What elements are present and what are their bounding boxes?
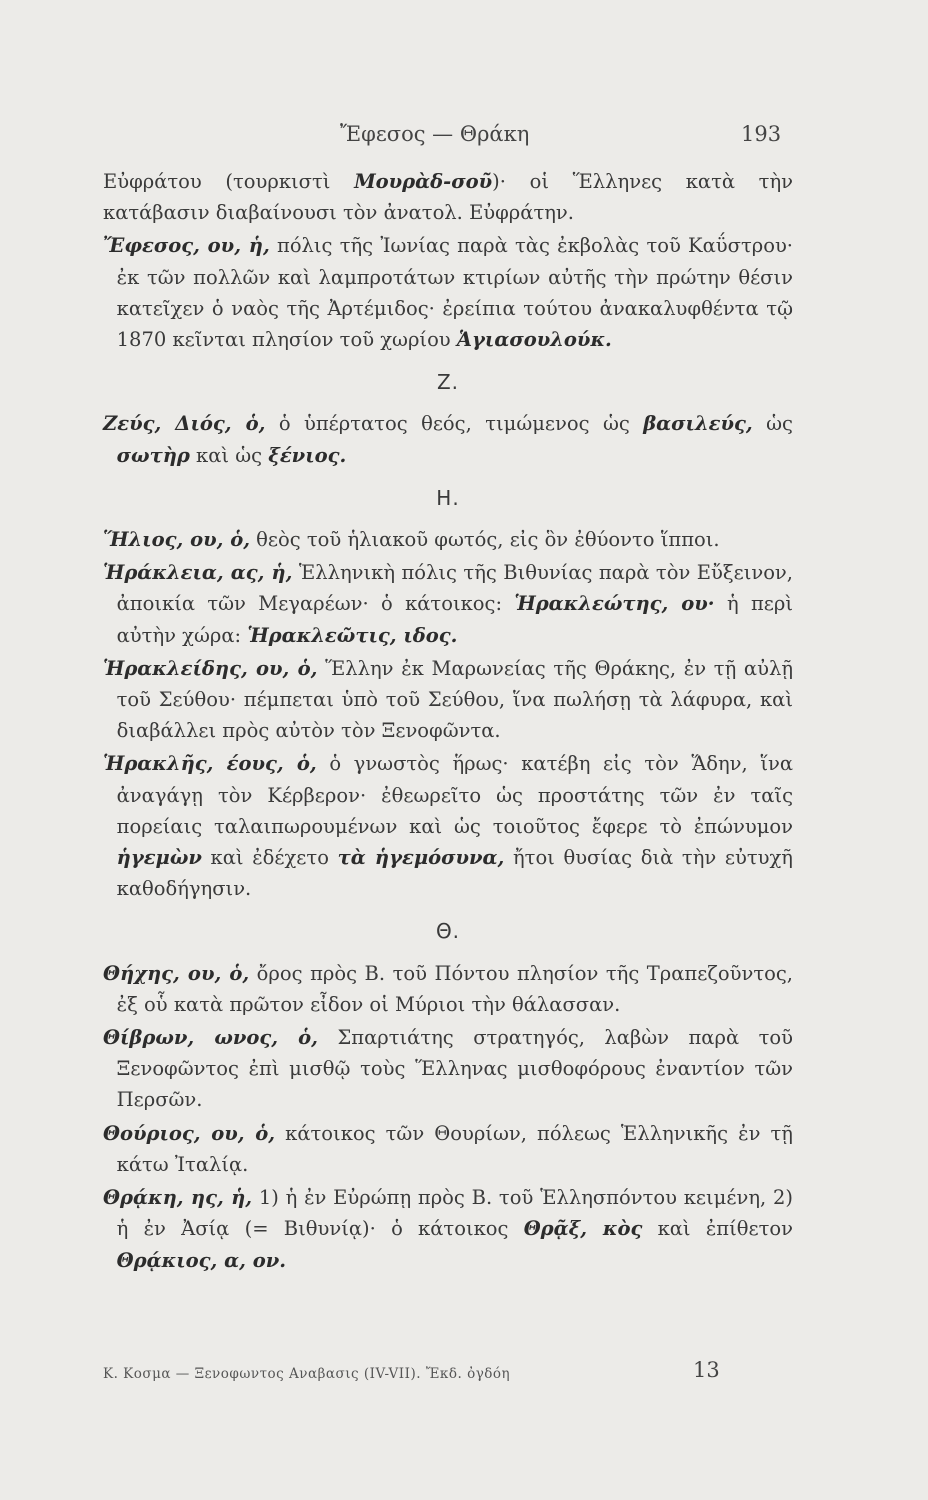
dictionary-entry — [103, 524, 793, 555]
entry-lemma: Ἔφεσος, ου, ἡ, — [103, 234, 270, 258]
emphasized-term: Ἁγιασουλούκ. — [456, 328, 612, 352]
dictionary-entry — [103, 748, 793, 904]
entry-text: Ἑλληνικὴ πόλις τῆς Βιθυνίας παρὰ τὸν Εὔξεινον, ἀποικία τῶν Μεγαρέων· ὁ κάτοικος: — [116, 561, 793, 616]
dictionary-entry — [103, 166, 793, 228]
entry-text: ἡ περὶ αὐτὴν χώρα: — [116, 592, 793, 647]
dictionary-entry — [103, 1022, 793, 1116]
signature-number: 13 — [693, 1358, 720, 1382]
section-letter: Η. — [436, 485, 460, 510]
entry-text: ὄρος πρὸς Β. τοῦ Πόντου πλησίον τῆς Τραπεζοῦντος, ἐξ οὗ κατὰ πρῶτον εἶδον οἱ Μύριοι τὴν θάλασσαν. — [116, 961, 794, 1016]
entry-text: πόλις τῆς Ἰωνίας παρὰ τὰς ἐκβολὰς τοῦ Καΰστρου· ἐκ τῶν πολλῶν καὶ λαμπροτάτων κτιρίων αὐτῆς τὴν πρώτην θέσιν κατεῖχεν ὁ ναὸς τῆς Ἀρτέμιδος· ἐρείπια τούτου ἀνακαλυφθέντα τῷ 1870 κεῖνται πλησίον τοῦ χωρίου — [116, 234, 794, 352]
page-number: 193 — [741, 122, 782, 146]
entry-text: ἤτοι θυσίας διὰ τὴν εὐτυχῆ καθοδήγησιν. — [116, 846, 793, 901]
emphasized-term: Θρᾷξ, κὸς — [523, 1217, 643, 1241]
printer-signature — [103, 1358, 793, 1392]
dictionary-text — [103, 166, 793, 1278]
running-head — [0, 122, 928, 152]
emphasized-term: ἡγεμὼν — [116, 846, 202, 870]
dictionary-entry — [103, 408, 793, 470]
entry-text: Εὐφράτου (τουρκιστὶ — [103, 170, 355, 193]
entry-text: θεὸς τοῦ ἡλιακοῦ φωτός, εἰς ὃν ἐθύοντο ἵπποι. — [249, 528, 720, 552]
emphasized-term: Ἡρακλεώτης, ου· — [514, 592, 715, 616]
dictionary-entry — [103, 653, 793, 747]
dictionary-entry — [103, 1182, 793, 1276]
entry-lemma: Ἡράκλεια, ας, ἡ, — [103, 561, 293, 585]
entry-text: ὡς — [752, 412, 793, 436]
emphasized-term: ξένιος. — [268, 443, 347, 467]
dictionary-entry — [103, 1118, 793, 1180]
emphasized-term: σωτὴρ — [116, 443, 190, 467]
entry-text: καὶ ἐδέχετο — [201, 846, 338, 870]
entry-text: ὁ γνωστὸς ἥρως· κατέβη εἰς τὸν Ἅδην, ἵνα ἀναγάγῃ τὸν Κέρβερον· ἐθεωρεῖτο ὡς προστάτης τῶν ἐν ταῖς πορείαις ταλαιπωρουμένων καὶ ὡς τοιοῦτος ἔφερε τὸ ἐπώνυμον — [116, 752, 793, 838]
emphasized-term: Ἡρακλεῶτις, ιδος. — [247, 623, 458, 647]
entry-text: καὶ ἐπίθετον — [642, 1217, 793, 1241]
entry-lemma: Θήχης, ου, ὁ, — [103, 961, 250, 985]
emphasized-term: Θρᾴκιος, α, ον. — [116, 1248, 287, 1272]
entry-lemma: Ἡρακλῆς, έους, ὁ, — [103, 752, 317, 776]
dictionary-entry — [103, 958, 793, 1020]
entry-lemma: Θούριος, ου, ὁ, — [103, 1121, 276, 1145]
entry-text: 1) ἡ ἐν Εὐρώπῃ πρὸς Β. τοῦ Ἑλλησπόντου κειμένη, 2) ἡ ἐν Ἀσίᾳ (= Βιθυνίᾳ)· ὁ κάτοικος — [116, 1186, 793, 1241]
emphasized-term: τὰ ἡγεμόσυνα, — [337, 846, 505, 870]
signature-line: Κ. Κοσμα — Ξενοφωντος Αναβασις (IV-VII). Ἔκδ. ὀγδόη — [103, 1366, 511, 1382]
dictionary-entry — [103, 557, 793, 651]
entry-lemma: Θίβρων, ωνος, ὁ, — [103, 1026, 318, 1050]
section-letter: Ζ. — [436, 370, 460, 395]
entry-text: καὶ ὡς — [189, 443, 269, 467]
entry-text: )· οἱ Ἕλληνες κατὰ τὴν κατάβασιν διαβαίνουσι τὸν ἀνατολ. Εὐφράτην. — [103, 170, 793, 225]
entry-text: ὁ ὑπέρτατος θεός, τιμώμενος ὡς — [265, 412, 644, 436]
emphasized-term: Μουρὰδ-σοῦ — [354, 170, 493, 193]
entry-lemma: Ζεύς, Διός, ὁ, — [103, 412, 266, 436]
entry-lemma: Θρᾴκη, ης, ἡ, — [103, 1186, 253, 1210]
dictionary-entry — [103, 230, 793, 355]
entry-text: κάτοικος τῶν Θουρίων, πόλεως Ἑλληνικῆς ἐν τῇ κάτω Ἰταλίᾳ. — [116, 1121, 793, 1176]
entry-text: Σπαρτιάτης στρατηγός, λαβὼν παρὰ τοῦ Ξενοφῶντος ἐπὶ μισθῷ τοὺς Ἕλληνας μισθοφόρους ἐναντίον τῶν Περσῶν. — [116, 1026, 793, 1112]
section-letter: Θ. — [435, 919, 461, 944]
emphasized-term: βασιλεύς, — [643, 412, 753, 436]
entry-lemma: Ἥλιος, ου, ὁ, — [103, 528, 250, 552]
entry-text: Ἕλλην ἐκ Μαρωνείας τῆς Θράκης, ἐν τῇ αὐλῇ τοῦ Σεύθου· πέμπεται ὑπὸ τοῦ Σεύθου, ἵνα πωλήσῃ τὰ λάφυρα, καὶ διαβάλλει πρὸς αὐτὸν τὸν Ξενοφῶντα. — [116, 656, 793, 743]
running-title: Ἔφεσος — Θράκη — [340, 122, 530, 146]
entry-lemma: Ἡρακλείδης, ου, ὁ, — [103, 656, 318, 680]
